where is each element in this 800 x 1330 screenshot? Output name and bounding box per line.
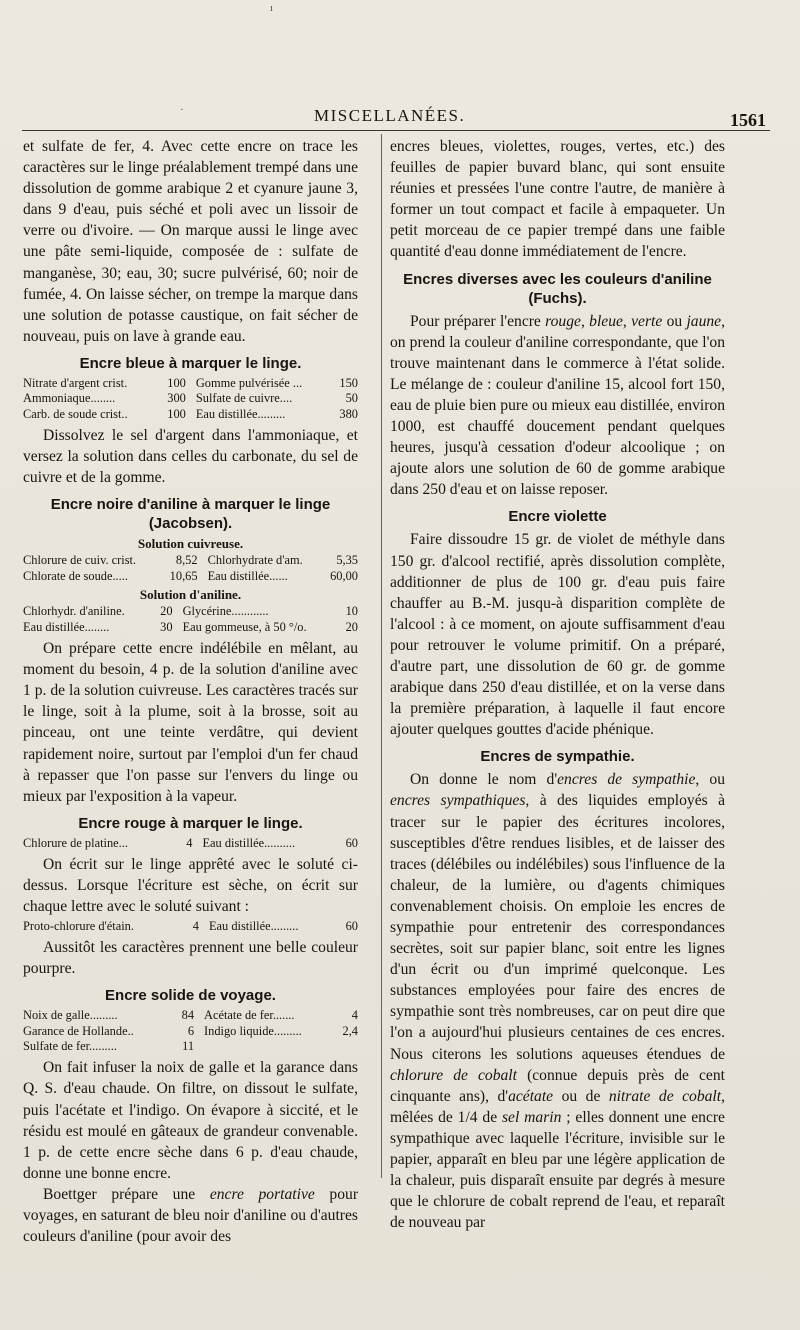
paragraph: Dissolvez le sel d'argent dans l'ammoniaque, et versez la solution dans celles du carbonate, du sel de cuivre et de la gomme. <box>23 427 358 487</box>
table-row: Nitrate d'argent crist. 100 Gomme pulvérisée ... 150 <box>23 375 358 390</box>
section-heading: Encre rouge à marquer le linge. <box>78 814 303 832</box>
running-title: MISCELLANÉES. <box>314 106 466 125</box>
running-header <box>0 104 800 128</box>
table-row: Ammoniaque........ 300 Sulfate de cuivre.... 50 <box>23 391 358 406</box>
left-column <box>23 136 358 1247</box>
paragraph: Faire dissoudre 15 gr. de violet de méthyle dans 150 gr. d'alcool rectifié, après dissolution complète, additionner de plus de 100 gr. d'eau puis faire chauffer au B.-M. jusqu-à disparition complète de l'alcool : à ce moment, on ajoute suffisamment d'eau pour retrouver le volume primitif. On a préparé, d'autre part, une dissolution de 60 gr. de gomme arabique dans 250 d'eau distillée, et on la verse dans la première préparation, à laquelle il faut encore ajouter quelques gouttes d'acide phénique. <box>390 531 725 739</box>
paragraph: On donne le nom d'encres de sympathie, ou encres sympathiques, à des liquides employés à tracer sur le papier des écritures incolores, susceptibles d'être rendues lisibles, et de laisser des traces (délébiles ou indélébiles) sous l'influence de la chaleur, de la lumière, ou d'agents chimiques convenablement choisis. On emploie les encres de sympathie pour entretenir des correspondances secrètes, soit sur papier blanc, soit entre les lignes d'un écrit ou d'un imprimé quelconque. Les substances employées pour faire des encres de sympathie sont très nombreuses, car on peut dire que l'on a aujourd'hui plusieurs centaines de ces encres. Nous citerons les solutions aqueuses étendues de chlorure de cobalt (connue depuis près de cent cinquante ans), d'acétate ou de nitrate de cobalt, mêlées de 1/4 de sel marin ; elles donnent une encre sympathique avec laquelle l'écriture, invisible sur le papier, apparaît en bleu par une légère application de la chaleur, puis disparaît ensuite par degrés à mesure que le chlorure de cobalt reprend de l'eau, et reparaît de nouveau par <box>390 771 725 1232</box>
right-column <box>390 136 725 1233</box>
paragraph: On écrit sur le linge apprêté avec le soluté ci-dessus. Lorsque l'écriture est sèche, on écrit sur chaque lettre avec le soluté suivant : <box>23 856 358 916</box>
section-heading: Encres diverses avec les couleurs d'aniline (Fuchs). <box>403 270 712 307</box>
paragraph: Pour préparer l'encre rouge, bleue, verte ou jaune, on prend la couleur d'aniline correspondante, que l'on trouve maintenant dans le commerce à l'état solide. Le mélange de : couleur d'aniline 15, alcool fort 150, eau de pluie bien pure ou mieux eau distillée, environ 1000, est chauffé doucement pendant quelques heures, jusqu'à cessation d'odeur alcoolique ; on ajoute alors une solution de 60 de gomme arabique dans 250 d'eau et on laisse reposer. <box>390 312 726 499</box>
paragraph: et sulfate de fer, 4. Avec cette encre on trace les caractères sur le linge préalablement trempé dans une dissolution de gomme arabique 2 et cyanure jaune 3, dans 9 d'eau, puis séché et poli avec un lissoir de verre ou d'ivoire. — On marque aussi le linge avec une pâte semi-liquide, composée de : sulfate de manganèse, 30; eau, 30; sucre pulvérisé, 60; noir de fumée, 4. On laisse sécher, on trempe la marque dans une solution de potasse caustique, on fait sécher de nouveau, puis on lave à grande eau. <box>23 138 358 345</box>
recipe-table <box>23 1008 358 1054</box>
paragraph: Boettger prépare une encre portative pour voyages, en saturant de bleu noir d'aniline ou d'autres couleurs d'aniline (pour avoir des <box>23 1185 359 1246</box>
recipe-table <box>23 553 358 584</box>
table-row: Chlorure de platine... 4 Eau distillée.......... 60 <box>23 835 358 850</box>
column-divider <box>381 134 382 1178</box>
paragraph: Aussitôt les caractères prennent une belle couleur pourpre. <box>23 938 358 977</box>
table-row: Proto-chlorure d'étain. 4 Eau distillée......... 60 <box>23 918 358 933</box>
recipe-table <box>23 919 358 934</box>
section-heading: Encres de sympathie. <box>480 748 635 766</box>
recipe-table <box>23 376 358 422</box>
paragraph: On fait infuser la noix de galle et la garance dans Q. S. d'eau chaude. On filtre, on dissout le sulfate, puis l'acétate et l'indigo. On évapore à siccité, et le résidu est moulé en gâteaux de grandeur convenable. 1 p. de cette encre sèche dans 6 p. d'eau chaude, donne une bonne encre. <box>23 1059 358 1182</box>
scan-mark: ı <box>270 2 274 14</box>
table-row: Chlorure de cuiv. crist. 8,52 Chlorhydrate d'am. 5,35 <box>23 553 358 568</box>
sub-heading: Solution d'aniline. <box>139 587 242 603</box>
paragraph: On prépare cette encre indélébile en mêlant, au moment du besoin, 4 p. de la solution d'aniline avec 1 p. de la solution cuivreuse. Les caractères tracés sur le linge, soit à la plume, soit à la brosse, soit au pinceau, ont une teinte verdâtre, qui devient rapidement noire, surtout par l'emploi d'un fer chaud à repasser que l'on passe sur l'envers du linge ou mieux par l'exposition à la vapeur. <box>23 640 358 805</box>
header-rule <box>22 130 770 131</box>
section-heading: Encre noire d'aniline à marquer le linge (Jacobsen). <box>50 496 331 533</box>
table-row: Noix de galle......... 84 Acétate de fer....... 4 <box>23 1008 358 1023</box>
table-row: Garance de Hollande.. 6 Indigo liquide......... 2,4 <box>23 1023 358 1038</box>
table-row: Chlorate de soude..... 10,65 Eau distillée...... 60,00 <box>23 568 358 583</box>
page-number: 1561 <box>730 110 766 130</box>
table-row: Eau distillée........ 30 Eau gommeuse, à 50 °/o. 20 <box>23 619 358 634</box>
section-heading: Encre solide de voyage. <box>105 987 276 1005</box>
scan-dot: · <box>180 104 184 116</box>
table-row: Carb. de soude crist.. 100 Eau distillée......... 380 <box>23 406 358 421</box>
sub-heading: Solution cuivreuse. <box>137 536 244 552</box>
paragraph: encres bleues, violettes, rouges, vertes, etc.) des feuilles de papier buvard blanc, qui sont ensuite réunies et pressées l'une contre l'autre, de manière à former un tout compact et facile à empaqueter. Un petit morceau de ce papier trempé dans une faible quantité d'eau donne immédiatement de l'encre. <box>390 138 725 261</box>
recipe-table <box>23 604 358 635</box>
recipe-table <box>23 836 358 851</box>
table-row: Sulfate de fer......... 11 <box>23 1038 195 1053</box>
section-heading: Encre violette <box>508 508 607 526</box>
table-row: Chlorhydr. d'aniline. 20 Glycérine............ 10 <box>23 604 358 619</box>
section-heading: Encre bleue à marquer le linge. <box>79 354 302 372</box>
